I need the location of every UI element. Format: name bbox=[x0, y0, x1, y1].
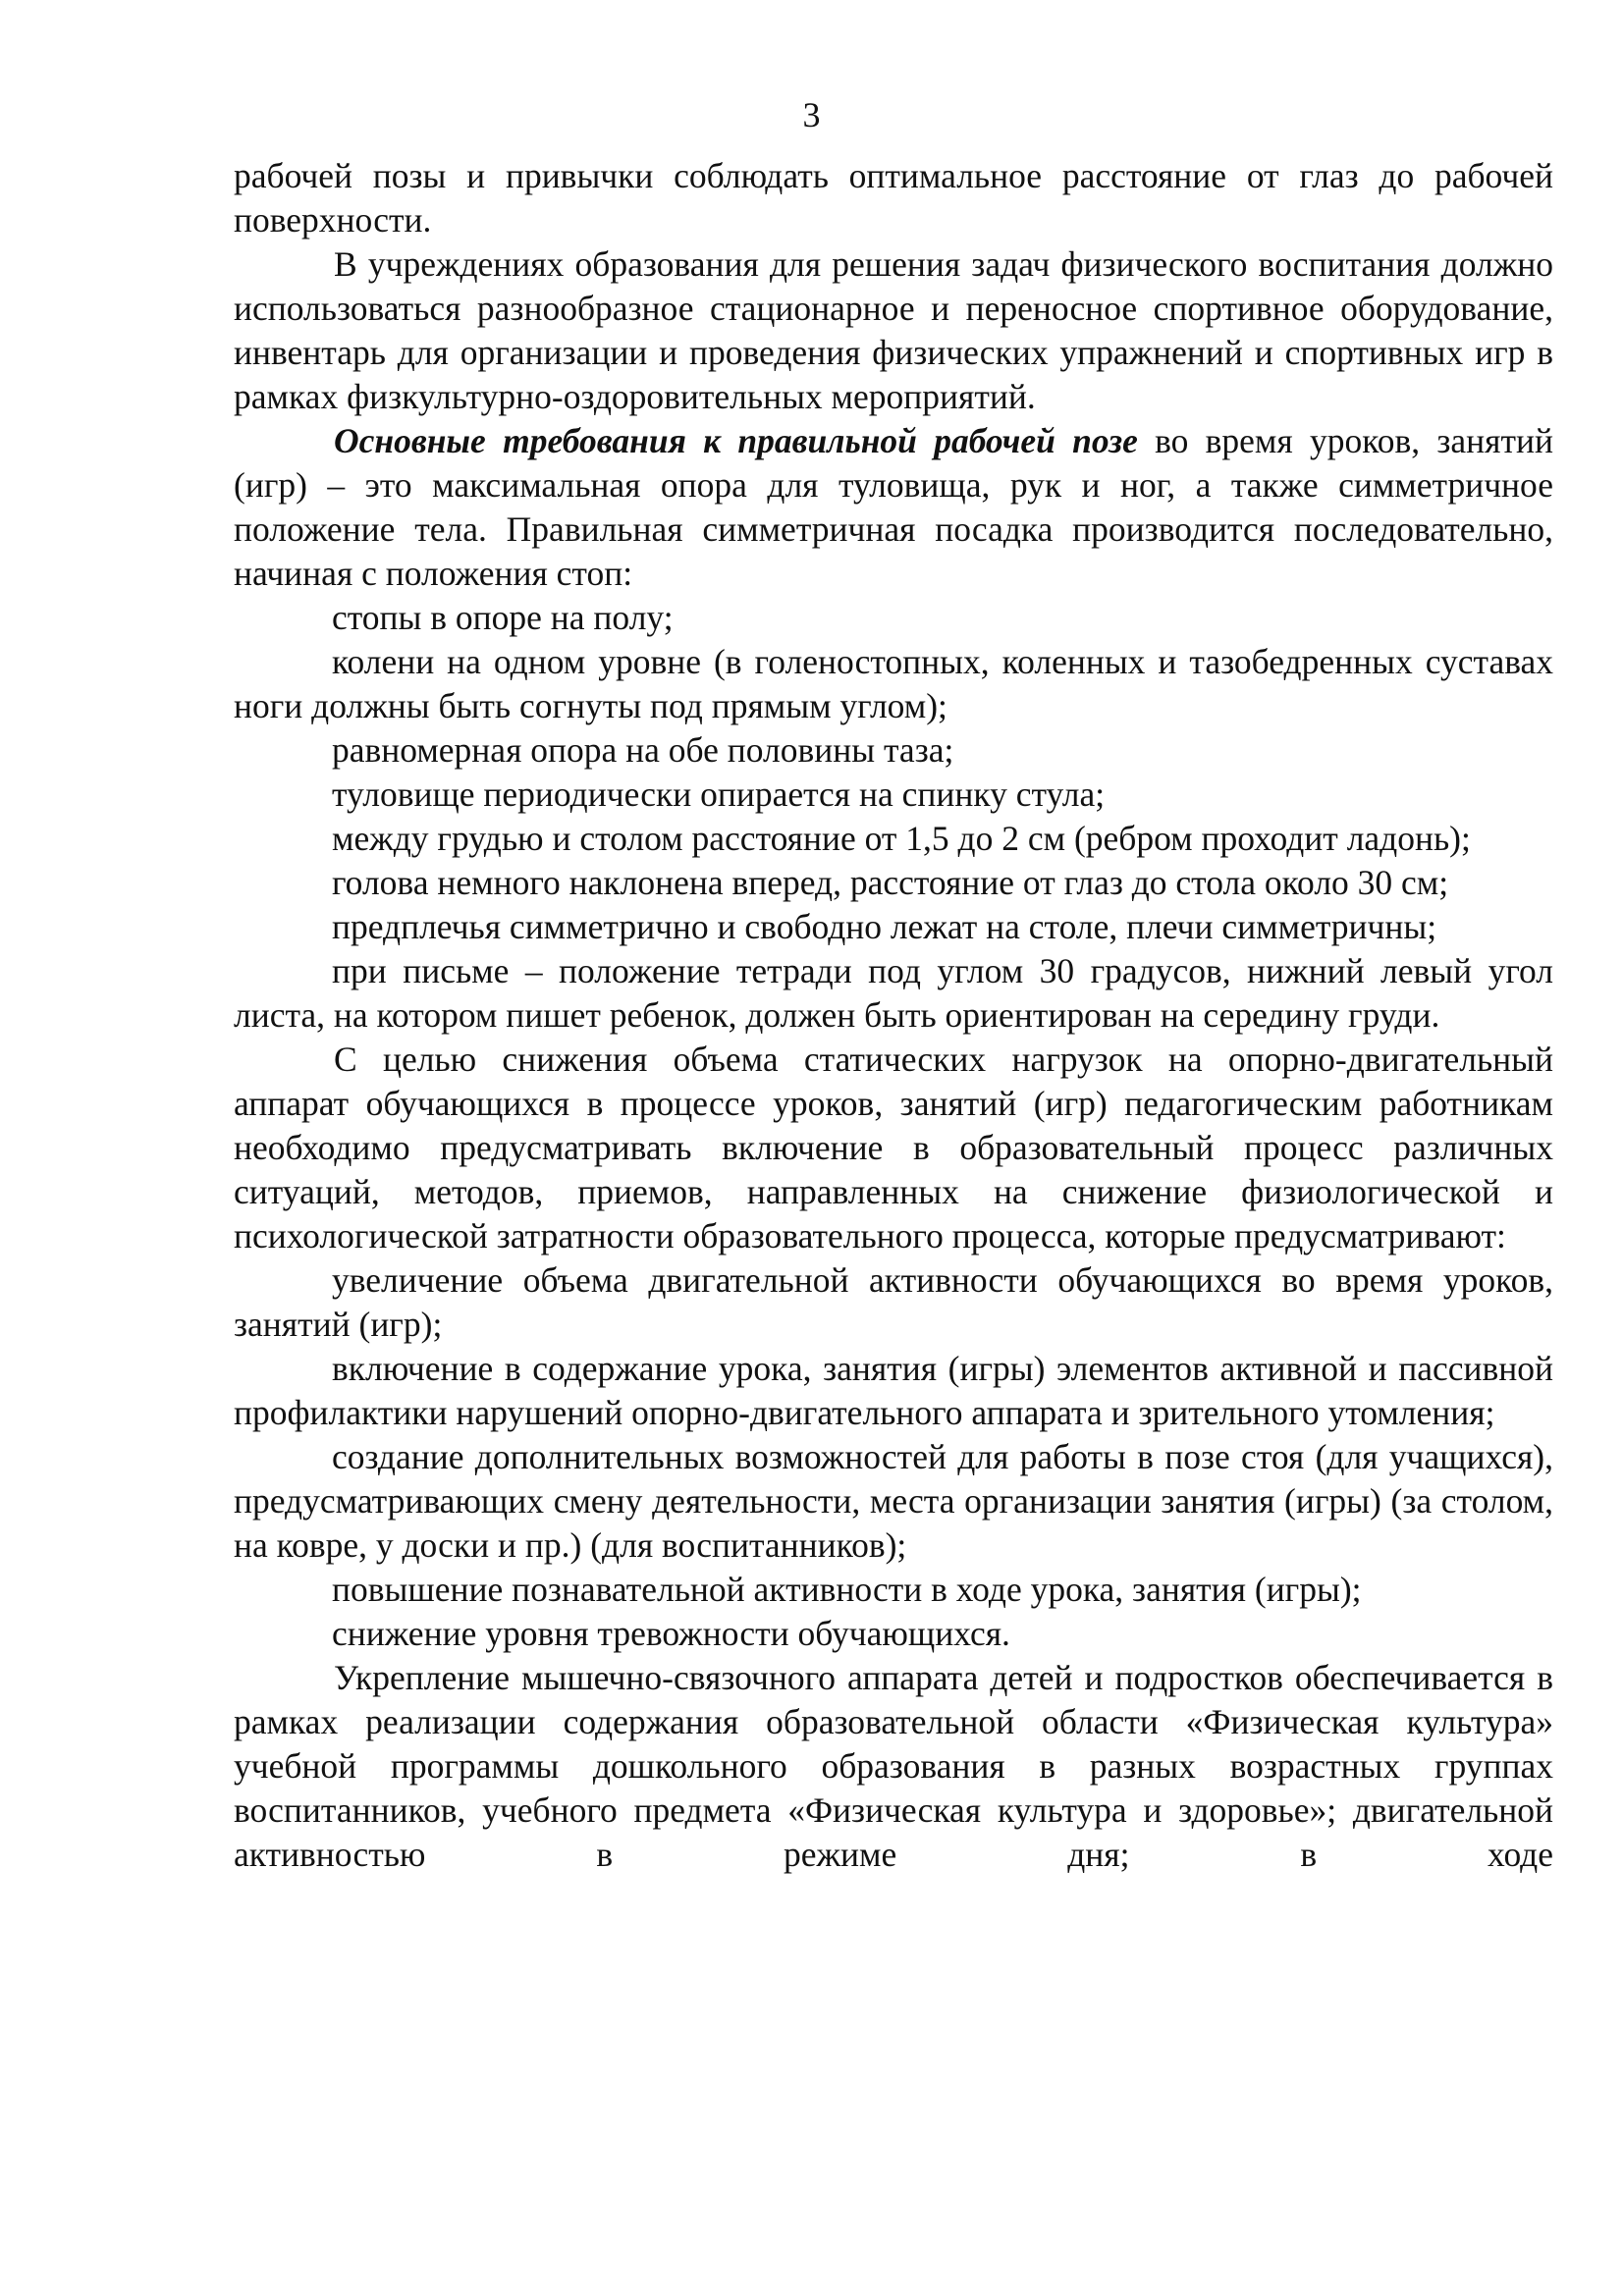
paragraph: С целью снижения объема статических нагрузок на опорно-двигательный аппарат обучающихся в процессе уроков, занятий (игр) педагогическим работникам необходимо предусматривать включение в образовательный процесс различных ситуаций, методов, приемов, направленных на снижение физиологической и психологической затратности образовательного процесса, которые предусматривают: bbox=[234, 1040, 1553, 1255]
paragraph: Укрепление мышечно-связочного аппарата детей и подростков обеспечивается в рамках реализации содержания образовательной области «Физическая культура» учебной программы дошкольного образования в разных возрастных группах воспитанников, учебного предмета «Физическая культура и здоровье»; двигательной активностью в режиме дня; в ходе bbox=[234, 1658, 1553, 1874]
list-item: повышение познавательной активности в ходе урока, занятия (игры); bbox=[332, 1570, 1362, 1609]
document-body bbox=[234, 154, 1553, 1877]
paragraph: рабочей позы и привычки соблюдать оптимальное расстояние от глаз до рабочей поверхности. bbox=[234, 156, 1553, 240]
paragraph: В учреждениях образования для решения задач физического воспитания должно использоваться разнообразное стационарное и переносное спортивное оборудование, инвентарь для организации и проведения физических упражнений и спортивных игр в рамках физкультурно-оздоровительных мероприятий. bbox=[234, 244, 1553, 416]
list-item: туловище периодически опирается на спинку стула; bbox=[332, 774, 1106, 814]
emphasized-heading: Основные требования к правильной рабочей позе bbox=[334, 421, 1138, 460]
paragraph-text: во время уроков, занятий (игр) – это максимальная опора для туловища, рук и ног, а также симметричное положение тела. Правильная симметричная посадка производится последовательно, начиная с положения стоп: bbox=[234, 421, 1553, 593]
list-item: предплечья симметрично и свободно лежат на столе, плечи симметричны; bbox=[332, 907, 1437, 946]
list-item: при письме – положение тетради под углом 30 градусов, нижний левый угол листа, на котором пишет ребенок, должен быть ориентирован на середину груди. bbox=[234, 951, 1553, 1035]
list-item: колени на одном уровне (в голеностопных, коленных и тазобедренных суставах ноги должны быть согнуты под прямым углом); bbox=[234, 642, 1553, 725]
list-item: стопы в опоре на полу; bbox=[332, 598, 674, 637]
list-item: увеличение объема двигательной активности обучающихся во время уроков, занятий (игр); bbox=[234, 1260, 1553, 1344]
page-number: 3 bbox=[802, 95, 821, 134]
list-item: голова немного наклонена вперед, расстояние от глаз до стола около 30 см; bbox=[332, 863, 1449, 902]
list-item: создание дополнительных возможностей для работы в позе стоя (для учащихся), предусматривающих смену деятельности, места организации занятия (игры) (за столом, на ковре, у доски и пр.) (для воспитанников); bbox=[234, 1437, 1553, 1565]
list-item: равномерная опора на обе половины таза; bbox=[332, 730, 954, 770]
list-item: включение в содержание урока, занятия (игры) элементов активной и пассивной профилактики нарушений опорно-двигательного аппарата и зрительного утомления; bbox=[234, 1349, 1553, 1432]
list-item: снижение уровня тревожности обучающихся. bbox=[332, 1614, 1010, 1653]
list-item: между грудью и столом расстояние от 1,5 до 2 см (ребром проходит ладонь); bbox=[332, 819, 1471, 858]
paragraph-requirements bbox=[234, 419, 1553, 596]
